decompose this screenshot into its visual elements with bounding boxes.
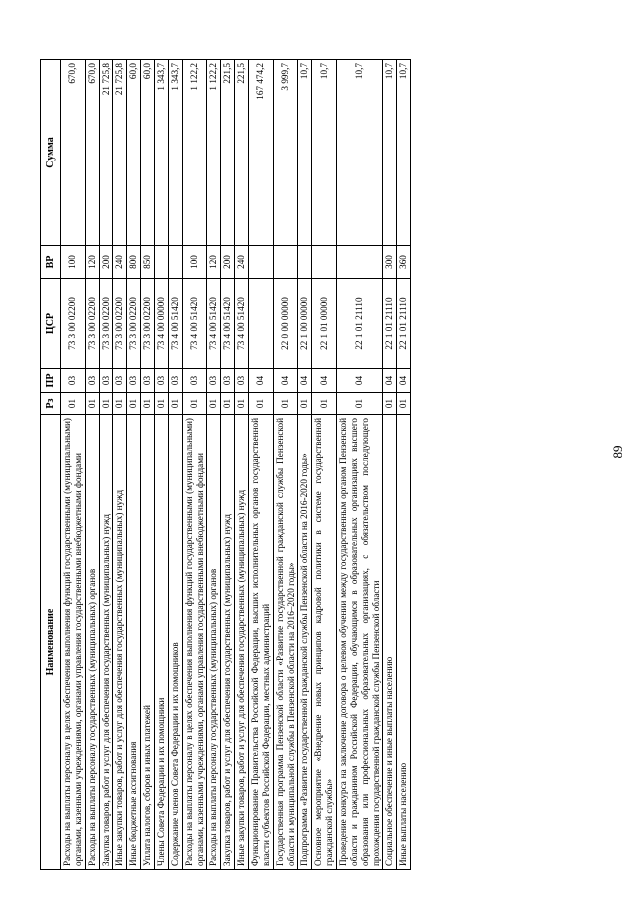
cell-name: Расходы на выплаты персоналу в целях обеспечения выполнения функций государственными (муниципальными) органами, казенными учреждениями, органами управления государственными внебюджетными фондами (61, 415, 86, 870)
cell-sum: 670,0 (85, 60, 99, 246)
cell-pr: 03 (85, 369, 99, 393)
cell-pr: 03 (127, 369, 141, 393)
table-row (155, 60, 169, 870)
cell-pr: 04 (298, 369, 312, 393)
cell-name: Социальное обеспечение и иные выплаты населению (383, 415, 397, 870)
cell-name: Иные бюджетные ассигнования (127, 415, 141, 870)
cell-rz: 01 (249, 393, 274, 415)
column-header-name: Наименование (41, 415, 61, 870)
cell-csr (249, 279, 274, 369)
cell-vr (273, 246, 298, 279)
cell-pr: 04 (383, 369, 397, 393)
cell-pr: 03 (168, 369, 182, 393)
cell-pr: 03 (141, 369, 155, 393)
cell-rz: 01 (85, 393, 99, 415)
cell-rz: 01 (298, 393, 312, 415)
cell-csr: 22 1 00 00000 (298, 279, 312, 369)
cell-sum: 60,0 (127, 60, 141, 246)
cell-sum: 1 343,7 (155, 60, 169, 246)
cell-rz: 01 (113, 393, 127, 415)
cell-sum: 1 122,2 (182, 60, 207, 246)
cell-rz: 01 (141, 393, 155, 415)
table-body (61, 60, 411, 870)
cell-csr: 73 3 00 02200 (141, 279, 155, 369)
table-row (182, 60, 207, 870)
cell-vr (168, 246, 182, 279)
table-row (249, 60, 274, 870)
cell-csr: 73 3 00 02200 (61, 279, 86, 369)
cell-rz: 01 (235, 393, 249, 415)
cell-sum: 1 122,2 (207, 60, 221, 246)
cell-vr: 240 (235, 246, 249, 279)
cell-csr: 22 1 01 00000 (312, 279, 337, 369)
cell-name: Содержание членов Совета Федерации и их помощников (168, 415, 182, 870)
cell-csr: 22 1 01 21110 (383, 279, 397, 369)
cell-name: Расходы на выплаты персоналу государственных (муниципальных) органов (207, 415, 221, 870)
cell-sum: 1 343,7 (168, 60, 182, 246)
cell-name: Расходы на выплаты персоналу в целях обеспечения выполнения функций государственными (муниципальными) органами, казенными учреждениями, органами управления государственными внебюджетными фондами (182, 415, 207, 870)
cell-name: Государственная программа Пензенской области «Развитие государственной гражданской службы Пензенской области и муниципальной службы в Пензенской области на 2016–2020 годы» (273, 415, 298, 870)
cell-sum: 10,7 (397, 60, 411, 246)
table-row (99, 60, 113, 870)
cell-sum: 167 474,2 (249, 60, 274, 246)
cell-sum: 10,7 (337, 60, 383, 246)
cell-vr: 850 (141, 246, 155, 279)
cell-pr: 04 (249, 369, 274, 393)
cell-vr (298, 246, 312, 279)
table-row (298, 60, 312, 870)
cell-name: Иные закупки товаров, работ и услуг для обеспечения государственных (муниципальных) нужд (235, 415, 249, 870)
page-number: 89 (610, 445, 625, 459)
table-row (337, 60, 383, 870)
cell-vr (312, 246, 337, 279)
column-header-sum: Сумма (41, 60, 61, 246)
cell-vr: 240 (113, 246, 127, 279)
cell-csr: 73 4 00 51420 (207, 279, 221, 369)
cell-pr: 03 (61, 369, 86, 393)
column-header-rz: Рз (41, 393, 61, 415)
cell-rz: 01 (312, 393, 337, 415)
table-row (127, 60, 141, 870)
cell-rz: 01 (168, 393, 182, 415)
table-row (61, 60, 86, 870)
budget-table (40, 59, 411, 870)
cell-name: Иные выплаты населению (397, 415, 411, 870)
cell-name: Иные закупки товаров, работ и услуг для обеспечения государственных (муниципальных) нужд (113, 415, 127, 870)
cell-vr: 120 (207, 246, 221, 279)
cell-csr: 73 3 00 02200 (99, 279, 113, 369)
cell-vr: 360 (397, 246, 411, 279)
cell-sum: 10,7 (298, 60, 312, 246)
table-row (273, 60, 298, 870)
table-row (207, 60, 221, 870)
cell-name: Закупка товаров, работ и услуг для обеспечения государственных (муниципальных) нужд (99, 415, 113, 870)
cell-sum: 221,5 (221, 60, 235, 246)
cell-vr (337, 246, 383, 279)
cell-csr: 22 0 00 00000 (273, 279, 298, 369)
cell-pr: 04 (312, 369, 337, 393)
cell-sum: 10,7 (312, 60, 337, 246)
column-header-pr: ПР (41, 369, 61, 393)
cell-vr: 800 (127, 246, 141, 279)
table-row (383, 60, 397, 870)
table-row (235, 60, 249, 870)
table-row (141, 60, 155, 870)
cell-pr: 03 (235, 369, 249, 393)
column-header-vr: ВР (41, 246, 61, 279)
cell-rz: 01 (182, 393, 207, 415)
cell-vr (249, 246, 274, 279)
table-row (221, 60, 235, 870)
cell-vr: 200 (99, 246, 113, 279)
rotated-table-container (40, 60, 600, 870)
cell-csr: 22 1 01 21110 (397, 279, 411, 369)
cell-rz: 01 (221, 393, 235, 415)
cell-name: Проведение конкурса на заключение договора о целевом обучении между государственным органом Пензенской области и гражданином Российской Федерации, обучающимся в образовательных организациях высшего образования или профессиональных образовательных организациях, с обязательством последующего прохождения государственной гражданской службы Пензенской области (337, 415, 383, 870)
cell-vr: 100 (182, 246, 207, 279)
table-row (312, 60, 337, 870)
cell-name: Уплата налогов, сборов и иных платежей (141, 415, 155, 870)
cell-vr: 100 (61, 246, 86, 279)
cell-vr: 120 (85, 246, 99, 279)
table-row (85, 60, 99, 870)
cell-sum: 21 725,8 (113, 60, 127, 246)
table-row (113, 60, 127, 870)
cell-rz: 01 (207, 393, 221, 415)
cell-rz: 01 (273, 393, 298, 415)
table-row (397, 60, 411, 870)
cell-pr: 04 (397, 369, 411, 393)
cell-pr: 04 (273, 369, 298, 393)
column-header-csr: ЦСР (41, 279, 61, 369)
cell-rz: 01 (61, 393, 86, 415)
cell-sum: 670,0 (61, 60, 86, 246)
cell-pr: 03 (207, 369, 221, 393)
cell-rz: 01 (155, 393, 169, 415)
cell-pr: 03 (182, 369, 207, 393)
cell-csr: 73 3 00 02200 (85, 279, 99, 369)
cell-sum: 21 725,8 (99, 60, 113, 246)
cell-pr: 03 (113, 369, 127, 393)
table-header-row (41, 60, 61, 870)
cell-sum: 221,5 (235, 60, 249, 246)
cell-rz: 01 (127, 393, 141, 415)
cell-rz: 01 (99, 393, 113, 415)
cell-csr: 73 3 00 02200 (127, 279, 141, 369)
cell-pr: 03 (221, 369, 235, 393)
cell-csr: 73 4 00 00000 (155, 279, 169, 369)
cell-vr (155, 246, 169, 279)
cell-sum: 10,7 (383, 60, 397, 246)
cell-name: Члены Совета Федерации и их помощники (155, 415, 169, 870)
cell-name: Функционирование Правительства Российской Федерации, высших исполнительных органов государственной власти субъектов Российской Федерации, местных администраций (249, 415, 274, 870)
cell-sum: 3 999,7 (273, 60, 298, 246)
cell-csr: 73 4 00 51420 (221, 279, 235, 369)
cell-csr: 22 1 01 21110 (337, 279, 383, 369)
cell-name: Расходы на выплаты персоналу государственных (муниципальных) органов (85, 415, 99, 870)
cell-rz: 01 (397, 393, 411, 415)
cell-name: Подпрограмма «Развитие государственной гражданской службы Пензенской области на 2016-2020 годы» (298, 415, 312, 870)
cell-csr: 73 3 00 02200 (113, 279, 127, 369)
cell-pr: 03 (155, 369, 169, 393)
cell-name: Закупка товаров, работ и услуг для обеспечения государственных (муниципальных) нужд (221, 415, 235, 870)
cell-csr: 73 4 00 51420 (235, 279, 249, 369)
cell-sum: 60,0 (141, 60, 155, 246)
cell-pr: 04 (337, 369, 383, 393)
cell-vr: 300 (383, 246, 397, 279)
table-row (168, 60, 182, 870)
cell-name: Основное мероприятие «Внедрение новых принципов кадровой политики в системе государственной гражданской службы» (312, 415, 337, 870)
cell-vr: 200 (221, 246, 235, 279)
cell-rz: 01 (337, 393, 383, 415)
cell-csr: 73 4 00 51420 (182, 279, 207, 369)
cell-rz: 01 (383, 393, 397, 415)
cell-pr: 03 (99, 369, 113, 393)
cell-csr: 73 4 00 51420 (168, 279, 182, 369)
